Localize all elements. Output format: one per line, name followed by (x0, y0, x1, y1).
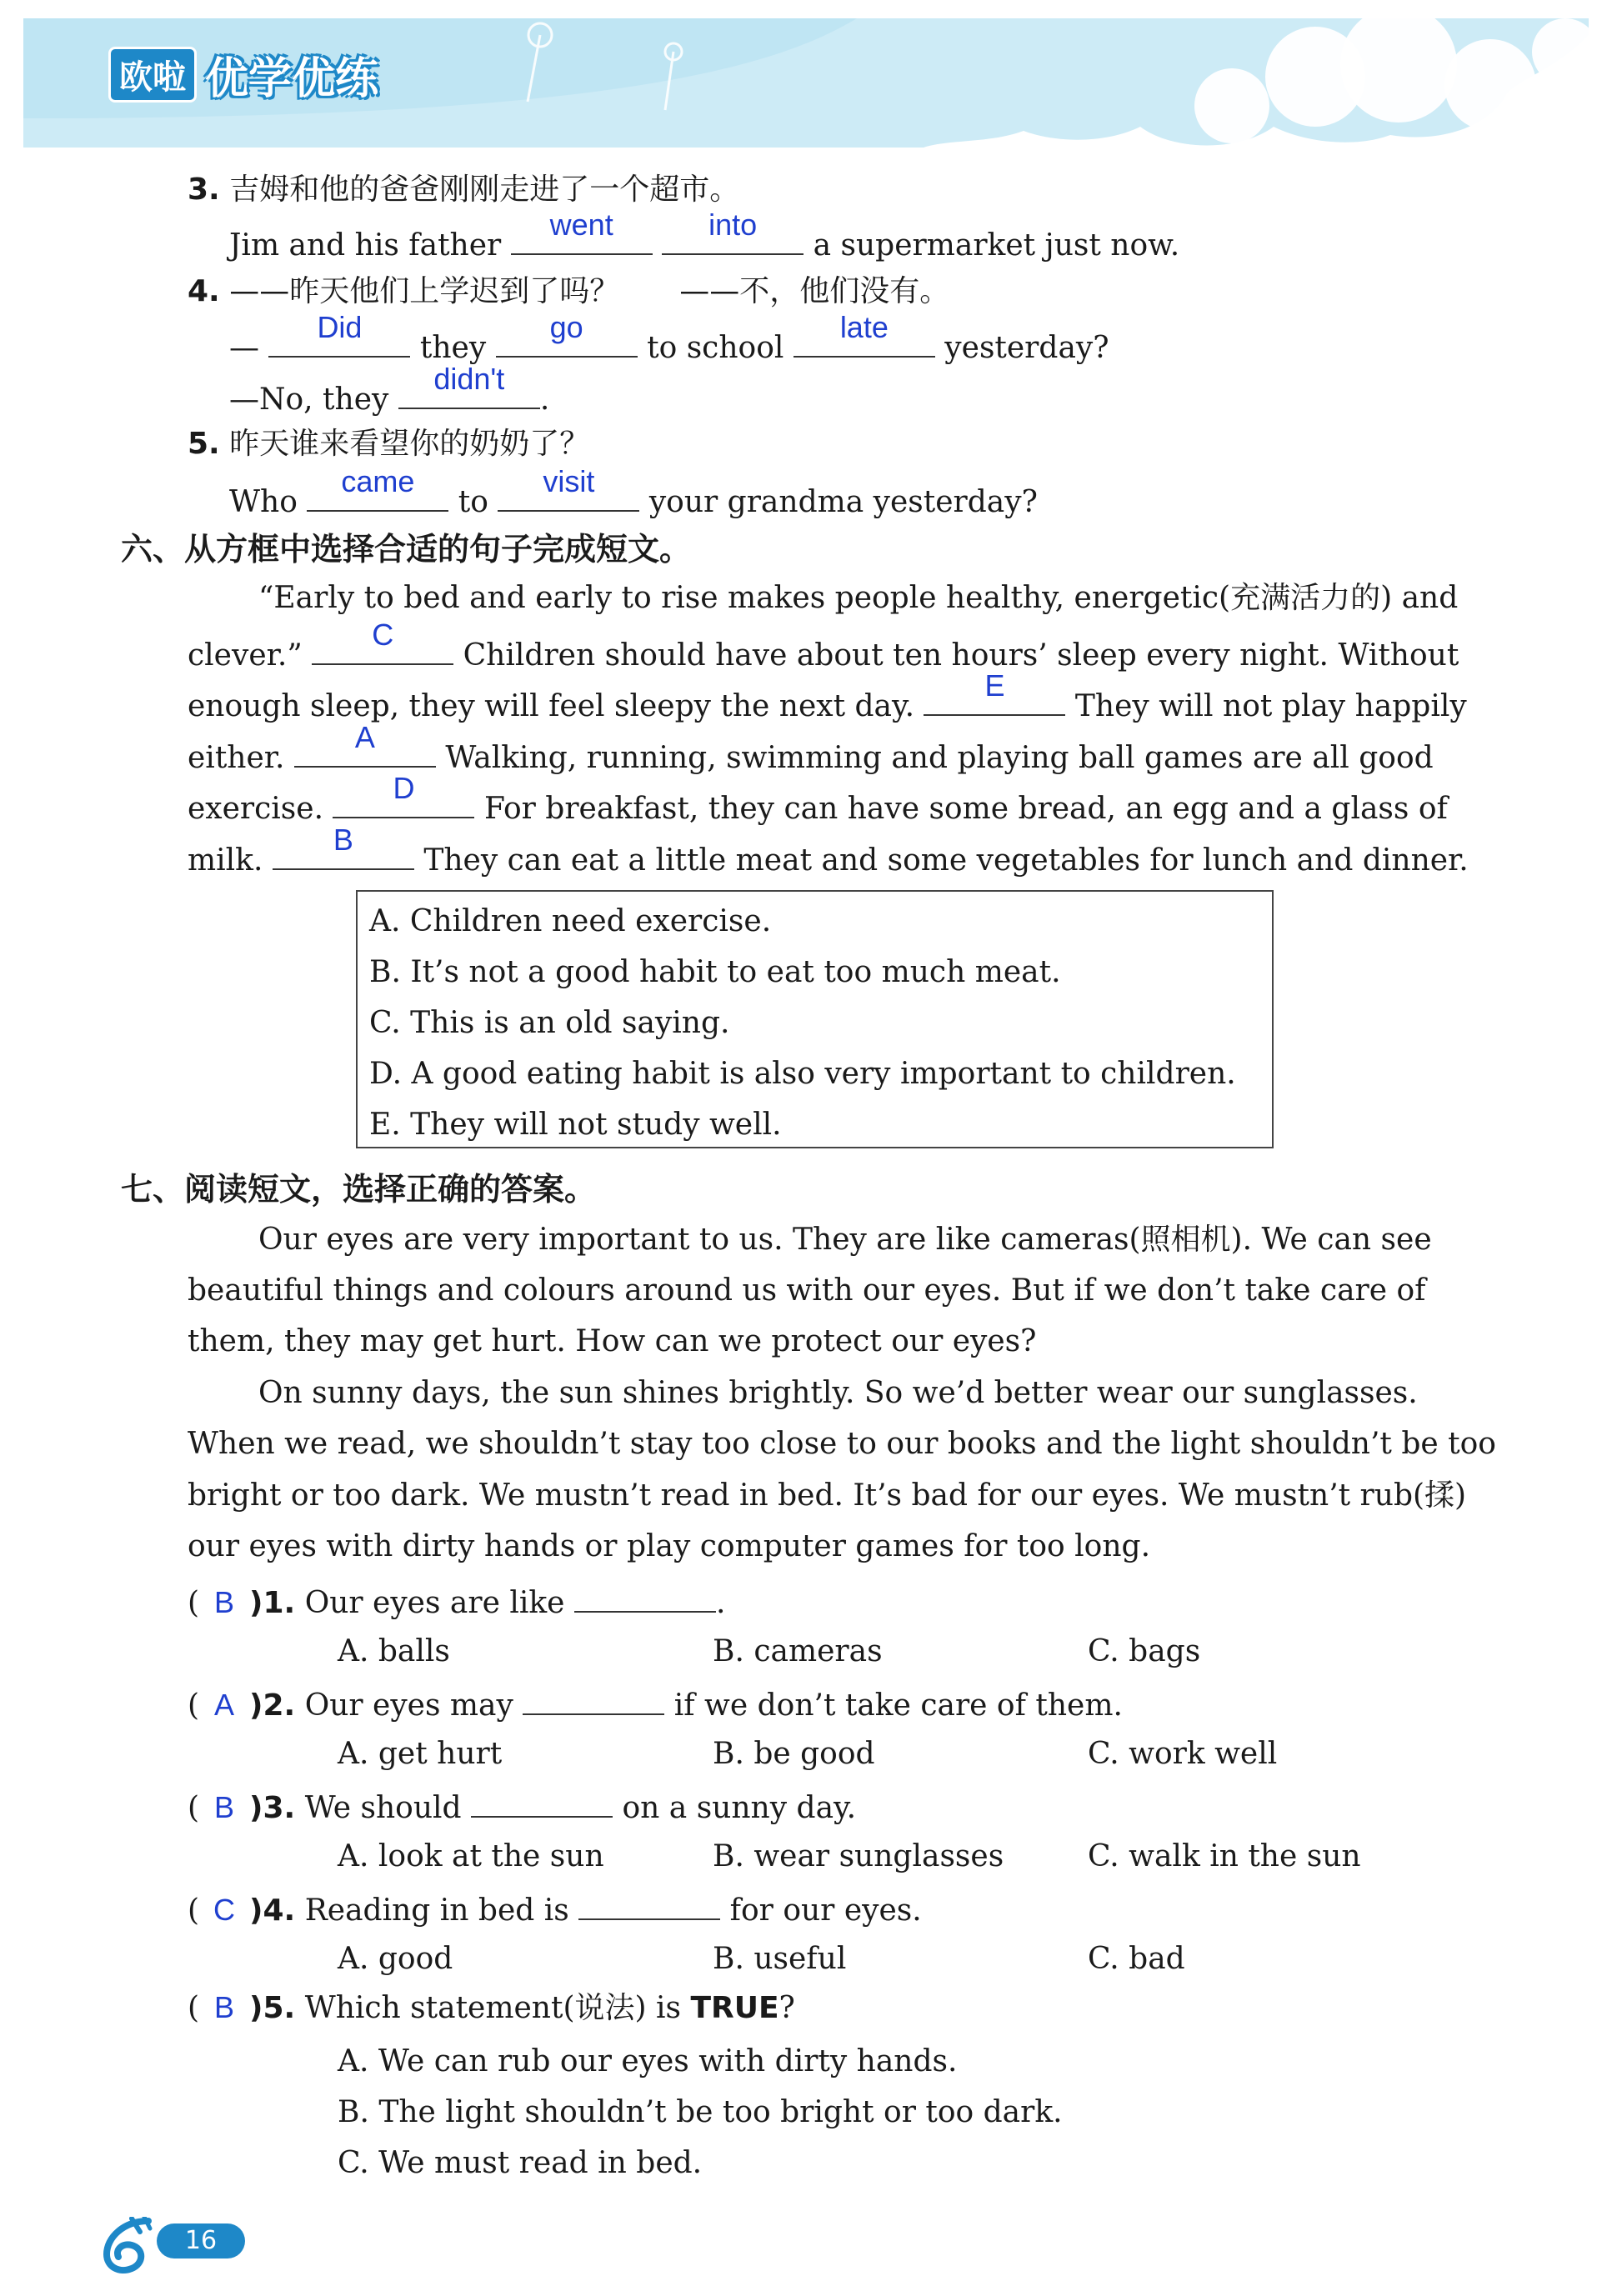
option-c: C. This is an old saying. (369, 1006, 730, 1040)
q2-blank (523, 1685, 664, 1715)
part6-blank-5[interactable]: B (273, 840, 414, 870)
q4-blank-4[interactable]: didn't (398, 379, 540, 409)
q4-option-a[interactable]: A. good (338, 1942, 453, 1976)
q4-english: — Did they go to school late yesterday? (229, 310, 1109, 365)
q4-chinese: 4. ——昨天他们上学迟到了吗？ ——不，他们没有。 (188, 274, 950, 308)
part6-line-2: clever.” C Children should have about ten hours’ sleep every night. Without (188, 618, 1459, 673)
q3-answer[interactable]: B (214, 1790, 235, 1824)
part6-line-6: milk. B They can eat a little meat and some vegetables for lunch and dinner. (188, 823, 1469, 878)
option-a: A. Children need exercise. (369, 904, 772, 938)
passage-p1-line-2: beautiful things and colours around us with our eyes. But if we don’t take care of (188, 1273, 1426, 1308)
part6-line-5: exercise. D For breakfast, they can have some bread, an egg and a glass of (188, 771, 1448, 826)
q4-blank-3[interactable]: late (793, 328, 935, 358)
part7-title: 七、阅读短文，选择正确的答案。 (121, 1171, 597, 1208)
q4-blank-1[interactable]: Did (268, 328, 410, 358)
question-2: ( A )2. Our eyes may if we don’t take care of them. (188, 1685, 1123, 1721)
q1-answer[interactable]: B (214, 1585, 235, 1619)
question-3: ( B )3. We should on a sunny day. (188, 1788, 856, 1823)
q3-blank (471, 1788, 613, 1818)
q2-option-b[interactable]: B. be good (713, 1737, 875, 1771)
brand-title: 优学优练 (205, 53, 379, 104)
q3-blank-1[interactable]: went (511, 225, 653, 255)
passage-p1-line-3: them, they may get hurt. How can we protect our eyes? (188, 1324, 1037, 1358)
brand-logo (108, 43, 378, 105)
q2-option-a[interactable]: A. get hurt (338, 1737, 503, 1771)
q5-english: Who came to visit your grandma yesterday? (229, 464, 1038, 519)
q1-option-b[interactable]: B. cameras (713, 1634, 883, 1668)
q5-option-b[interactable]: B. The light shouldn’t be too bright or too dark. (338, 2095, 1063, 2129)
q4-reply: —No, they didn't . (229, 362, 550, 417)
option-d: D. A good eating habit is also very important to children. (369, 1057, 1236, 1091)
question-4: ( C )4. Reading in bed is for our eyes. (188, 1890, 922, 1926)
passage-p2-line-2: When we read, we shouldn’t stay too close to our books and the light shouldn’t be too (188, 1427, 1496, 1461)
q1-option-c[interactable]: C. bags (1088, 1634, 1201, 1668)
passage-p2-line-4: our eyes with dirty hands or play computer games for too long. (188, 1529, 1151, 1563)
q4-blank (578, 1890, 720, 1920)
q3-option-b[interactable]: B. wear sunglasses (713, 1839, 1004, 1873)
q2-answer[interactable]: A (214, 1688, 235, 1722)
q4-option-c[interactable]: C. bad (1088, 1942, 1185, 1976)
q3-option-a[interactable]: A. look at the sun (338, 1839, 604, 1873)
page-number: 16 (157, 2223, 245, 2258)
q4-answer[interactable]: C (213, 1893, 236, 1927)
page-number-ornament-icon (98, 2217, 165, 2278)
option-b: B. It’s not a good habit to eat too much meat. (369, 955, 1061, 989)
q5-blank-2[interactable]: visit (498, 482, 639, 512)
q3-option-c[interactable]: C. walk in the sun (1088, 1839, 1361, 1873)
q5-blank-1[interactable]: came (307, 482, 448, 512)
passage-p1-line-1: Our eyes are very important to us. They are like cameras(照相机). We can see (258, 1223, 1432, 1257)
part6-line-4: either. A Walking, running, swimming and playing ball games are all good (188, 720, 1434, 775)
q5-option-c[interactable]: C. We must read in bed. (338, 2146, 703, 2180)
q1-option-a[interactable]: A. balls (338, 1634, 450, 1668)
passage-p2-line-3: bright or too dark. We mustn’t read in bed. It’s bad for our eyes. We mustn’t rub(揉) (188, 1478, 1467, 1513)
q1-blank (574, 1583, 716, 1613)
q3-english: Jim and his father went into a supermarket just now. (229, 208, 1180, 263)
q4-option-b[interactable]: B. useful (713, 1942, 847, 1976)
passage-p2-line-1: On sunny days, the sun shines brightly. So we’d better wear our sunglasses. (258, 1376, 1418, 1410)
part6-blank-3[interactable]: A (294, 738, 436, 768)
options-box (356, 890, 1274, 1148)
brand-box: 欧啦 (108, 47, 197, 103)
part6-line-3: enough sleep, they will feel sleepy the next day. E They will not play happily (188, 668, 1467, 723)
q3-blank-2[interactable]: into (662, 225, 803, 255)
part6-blank-4[interactable]: D (333, 788, 474, 818)
part6-blank-2[interactable]: E (924, 686, 1065, 716)
q5-option-a[interactable]: A. We can rub our eyes with dirty hands. (338, 2044, 958, 2078)
part6-title: 六、从方框中选择合适的句子完成短文。 (121, 531, 692, 568)
option-e: E. They will not study well. (369, 1108, 782, 1142)
question-1: ( B )1. Our eyes are like . (188, 1583, 725, 1618)
q4-blank-2[interactable]: go (496, 328, 638, 358)
part6-line-1: “Early to bed and early to rise makes people healthy, energetic(充满活力的) and (258, 581, 1459, 615)
q5-answer[interactable]: B (214, 1990, 235, 2024)
q2-option-c[interactable]: C. work well (1088, 1737, 1278, 1771)
q3-chinese: 3. 吉姆和他的爸爸刚刚走进了一个超市。 (188, 173, 740, 207)
q5-chinese: 5. 昨天谁来看望你的奶奶了？ (188, 427, 590, 461)
part6-blank-1[interactable]: C (312, 635, 453, 665)
question-5: ( B )5. Which statement(说法) is TRUE? (188, 1990, 795, 2025)
